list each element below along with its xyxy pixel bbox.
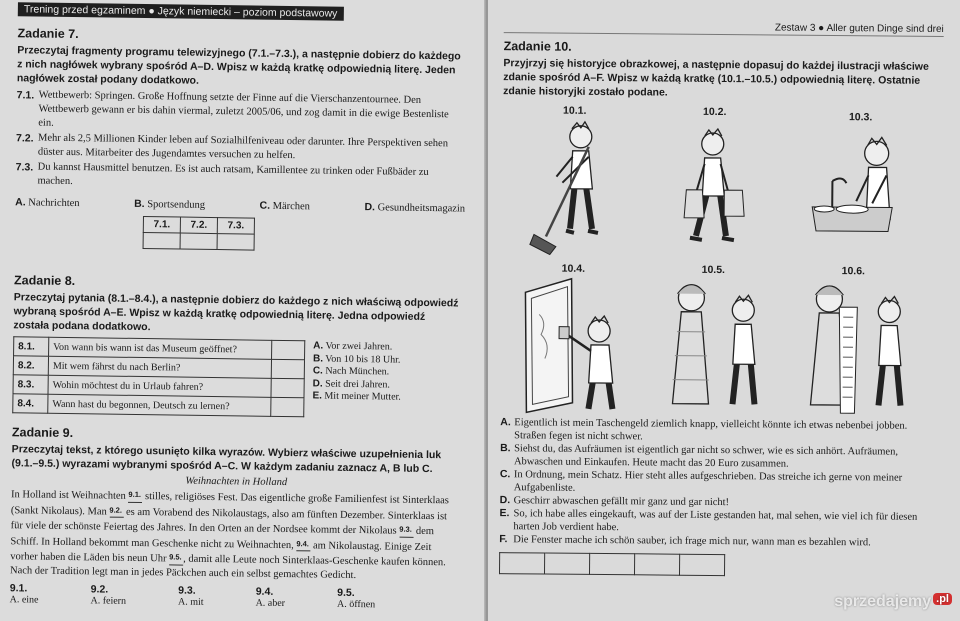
task10-answer-grid <box>499 552 725 576</box>
table-row: 8.2. Mit wem fährst du nach Berlin? <box>13 356 304 379</box>
item-number: 7.2. <box>15 132 34 145</box>
option-b: B. Sportsendung <box>134 197 206 211</box>
table-row: 8.4. Wann hast du begonnen, Deutsch zu lernen? <box>13 394 304 417</box>
picture-label: 10.2. <box>702 105 727 119</box>
option-a: A. Nachrichten <box>15 196 80 210</box>
task7-title: Zadanie 7. <box>17 26 79 42</box>
task9-title: Zadanie 9. <box>11 425 74 441</box>
boy-cleaning-window-illustration <box>520 274 631 415</box>
table-row: 8.1. Von wann bis wann ist das Museum geöffnet? <box>14 337 305 360</box>
list-item: E. So, ich habe alles eingekauft, was auf der Liste gestanden hat, mal sehen, wie viel ich für diesen harten Job verdient habe. <box>499 507 918 534</box>
task7-item <box>15 160 465 194</box>
answer-box-7-3[interactable] <box>217 234 254 251</box>
grid-header: 7.3. <box>217 218 254 235</box>
story-title: Weihnachten in Holland <box>185 475 288 489</box>
right-page-header: Zestaw 3 ● Aller guten Dinge sind drei <box>504 20 944 37</box>
gap-9-5: 9.5. <box>169 550 183 565</box>
picture-label: 10.1. <box>562 104 587 117</box>
task8-title: Zadanie 8. <box>13 273 76 289</box>
boy-sweeping-illustration <box>522 116 633 257</box>
watermark-badge: .pl <box>933 593 952 605</box>
task7-items <box>15 88 466 194</box>
grid-header: 7.2. <box>180 217 217 234</box>
answer-box-8-2[interactable] <box>271 359 304 378</box>
answer-box-8-3[interactable] <box>271 378 304 397</box>
watermark: sprzedajemy .pl <box>834 593 952 611</box>
header-label: Trening przed egzaminem ● Język niemiecki – poziom podstawowy <box>18 2 344 21</box>
picture-10-4 <box>520 262 651 415</box>
gap-9-2: 9.2. <box>109 503 123 518</box>
list-item: B. Von 10 bis 18 Uhr. <box>312 352 401 366</box>
picture-10-3 <box>802 107 933 254</box>
list-item: A. Vor zwei Jahren. <box>313 340 393 353</box>
answer-box-10-1[interactable] <box>499 553 544 574</box>
list-item: C. Nach München. <box>312 365 390 378</box>
gap-9-3: 9.3. <box>399 523 413 538</box>
picture-label: 10.6. <box>841 265 866 278</box>
picture-10-5 <box>660 264 791 417</box>
task8-question-table <box>12 336 305 417</box>
item-number: 7.1. <box>16 89 35 102</box>
table-row: 8.3. Wohin möchtest du in Urlaub fahren? <box>13 375 304 398</box>
list-item: A. Eigentlich ist mein Taschengeld ziemlich knapp, vielleicht könnte ich etwas nebenbei jobben. Straßen fegen ist nicht schwer. <box>500 416 908 443</box>
list-item: F. Die Fenster mache ich schön sauber, ich frage mich nur, wann man es bezahlen wird. <box>499 533 871 549</box>
picture-label: 10.5. <box>701 263 726 277</box>
mother-with-task-list-illustration <box>800 277 921 418</box>
task9-choices <box>10 582 460 611</box>
task7-item <box>16 88 467 136</box>
picture-10-6 <box>800 265 931 418</box>
story-text: In Holland ist Weihnachten 9.1. stilles, religiöses Fest. Das eigentliche große Familienfest ist Sinterklaas (Sankt Nikolaus). Man 9.2. es am Vorabend des Nikolaustags, also am fünften Dezember. Sinterklaas ist für viele der schönste Feiertag des Jahres. In den Orten an der Nordsee kommt der Nikolaus 9.3. dem Schiff. In Holland bekommt man Geschenke nicht zu Weihnachten, 9.4. am Nikolaustag. Einige Zeit vorher haben die Läden bis neun Uhr 9.5., damit alle Leute noch Sinterklaas-Geschenke kaufen können. Nach der Tradition legt man in jedes Päckchen auch ein selbst gemachtes Gedicht. <box>9 489 449 581</box>
picture-label: 10.3. <box>848 111 873 124</box>
grid-header: 7.1. <box>143 217 180 234</box>
answer-box-8-4[interactable] <box>271 397 304 416</box>
choice-9-5[interactable]: 9.5. A. öffnen <box>336 586 376 611</box>
task9-instruction: Przeczytaj tekst, z którego usunięto kilka wyrazów. Wybierz właściwe uzupełnienia luk (9.1.–9.5.) wyrazami wybranymi spośród A–C. W każdym zadaniu zaznacz A, B lub C. <box>11 443 442 476</box>
list-item: B. Siehst du, das Aufräumen ist eigentlich gar nicht so schwer, wie es sich anhört. Aufräumen, Abwaschen und Einkaufen. Heute macht das 20 Euro zusammen. <box>500 442 899 470</box>
task7-options <box>15 196 465 214</box>
choice-9-4[interactable]: 9.4. A. aber <box>255 585 286 610</box>
list-item: C. In Ordnung, mein Schatz. Hier steht alles aufgeschrieben. Das streiche ich gerne von meiner Aufgabenliste. <box>499 468 903 494</box>
left-page-header <box>18 0 468 22</box>
gap-9-1: 9.1. <box>128 488 142 503</box>
item-text: Du kannst Hausmittel benutzen. Es ist auch ratsam, Kamillentee zu trinken oder Fußbäder zu machen. <box>37 161 429 188</box>
option-d: D. Gesundheitsmagazin <box>364 201 466 215</box>
task10-instruction: Przyjrzyj się historyjce obrazkowej, a następnie dopasuj do każdej ilustracji właściwe zdanie spośród A–F. Wpisz w każdą kratkę (10.1.–10.5.) odpowiednią literę. Ostatnie zdanie historyjki zostało podane. <box>503 57 929 99</box>
answer-box-10-5[interactable] <box>679 554 724 575</box>
item-text: Wettbewerb: Springen. Große Hoffnung setzte der Finne auf die Vierschanzentournee. Den Wettbewerb gewann er bis dahin viermal, zuletzt 2005/06, und zog damit in die ewige Bestenliste ein. <box>38 89 449 129</box>
answer-box-7-2[interactable] <box>180 233 217 250</box>
boy-shopping-bags-illustration <box>662 118 773 259</box>
answer-box-8-1[interactable] <box>272 340 305 359</box>
picture-10-1 <box>522 104 653 257</box>
task8-body <box>12 336 463 419</box>
option-c: C. Märchen <box>259 199 311 213</box>
task7-answer-grid <box>143 216 255 251</box>
task8-answer-list <box>312 340 401 418</box>
gap-9-4: 9.4. <box>296 537 310 552</box>
answer-box-10-3[interactable] <box>589 553 634 574</box>
mother-and-boy-illustration <box>660 276 771 417</box>
task10-sentences <box>499 416 940 550</box>
choice-9-3[interactable]: 9.3. A. mit <box>177 584 204 608</box>
answer-box-10-4[interactable] <box>634 554 679 575</box>
item-number: 7.3. <box>15 161 34 174</box>
picture-label: 10.4. <box>561 262 586 275</box>
answer-box-10-2[interactable] <box>544 553 589 574</box>
right-page <box>488 0 960 621</box>
task8-instruction: Przeczytaj pytania (8.1.–8.4.), a następnie dobierz do każdego z nich właściwą odpowiedź wybraną spośród A–E. Wpisz w każdą kratkę odpowiednią literę. Jedna odpowiedź została podana dodatkowo. <box>13 291 459 334</box>
answer-box-7-1[interactable] <box>143 233 180 250</box>
list-item: D. Seit drei Jahren. <box>312 377 390 390</box>
task10-title: Zadanie 10. <box>503 39 572 54</box>
task7-instruction: Przeczytaj fragmenty programu telewizyjnego (7.1.–7.3.), a następnie dobierz do każdego z nich nagłówek wybrany spośród A–D. Wpisz w każdą kratkę odpowiednią literę. Jeden nagłówek został podany dodatkowo. <box>16 44 461 87</box>
list-item: E. Mit meiner Mutter. <box>312 390 401 403</box>
boy-washing-dishes-illustration <box>802 123 923 254</box>
choice-9-1[interactable]: 9.1. A. eine <box>9 582 39 606</box>
picture-story <box>500 104 943 420</box>
choice-9-2[interactable]: 9.2. A. feiern <box>90 583 127 607</box>
picture-10-2 <box>662 106 793 259</box>
item-text: Mehr als 2,5 Millionen Kinder leben auf Sozialhilfeniveau oder darunter. Ihre Perspektiven sehen düster aus. Mitarbeiter des Jugendamtes versuchen zu helfen. <box>37 132 449 162</box>
list-item: D. Geschirr abwaschen gefällt mir ganz und gar nicht! <box>499 494 730 509</box>
